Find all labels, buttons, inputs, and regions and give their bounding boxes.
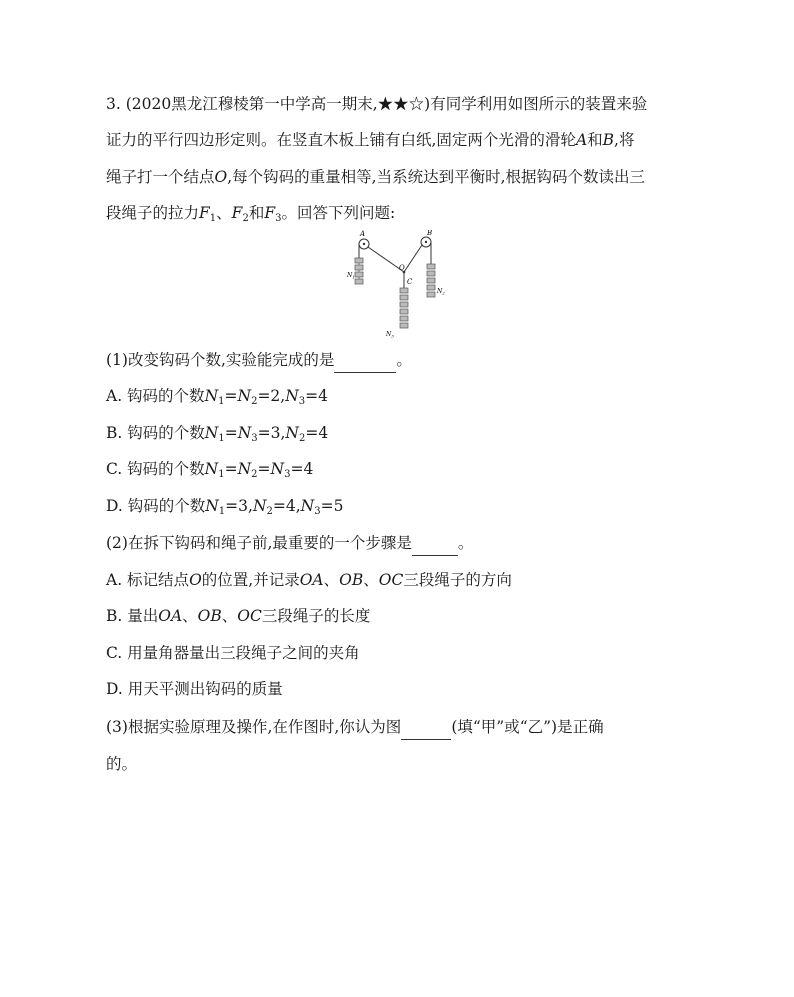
- label-a: A: [360, 230, 366, 238]
- question-line-3: 绳子打一个结点O,每个钩码的重量相等,当系统达到平衡时,根据钩码个数读出三: [106, 168, 646, 186]
- part2-option-c: C. 用量角器量出三段绳子之间的夹角: [106, 644, 360, 662]
- question-line-1: 3. (2020黑龙江穆棱第一中学高一期末,★★☆)有同学利用如图所示的装置来验: [106, 95, 648, 113]
- pulley-apparatus-figure: [340, 230, 450, 342]
- part1-prompt: (1)改变钩码个数,实验能完成的是 。: [106, 350, 412, 373]
- label-n3: $N_3$: [386, 331, 394, 339]
- part2-option-a: A. 标记结点O的位置,并记录OA、OB、OC三段绳子的方向: [106, 571, 512, 589]
- label-n1: $N_1$: [347, 272, 355, 280]
- answer-blank-3[interactable]: [401, 719, 451, 740]
- part1-option-b: B. 钩码的个数$N_1=N_3=3,N_2=4$: [106, 424, 329, 444]
- part1-option-c: C. 钩码的个数$N_1=N_2=N_3=4$: [106, 460, 314, 480]
- question-source: (2020黑龙江穆棱第一中学高一期末,: [125, 95, 378, 113]
- question-line-2: 证力的平行四边形定则。在竖直木板上铺有白纸,固定两个光滑的滑轮A和B,将: [106, 131, 635, 149]
- question-line-4: 段绳子的拉力$F_1$、$F_2$和$F_3$。回答下列问题:: [106, 204, 396, 224]
- rope-ob: [404, 245, 422, 272]
- part2-option-b: B. 量出OA、OB、OC三段绳子的长度: [106, 607, 371, 625]
- label-o: O: [399, 264, 405, 272]
- part1-option-a: A. 钩码的个数$N_1=N_2=2,N_3=4$: [106, 387, 329, 407]
- part3-line-2: 的。: [106, 755, 138, 773]
- part2-prompt: (2)在拆下钩码和绳子前,最重要的一个步骤是 。: [106, 533, 473, 556]
- part3-prompt: (3)根据实验原理及操作,在作图时,你认为图 (填“甲”或“乙”)是正确: [106, 717, 604, 740]
- part1-option-d: D. 钩码的个数$N_1=3,N_2=4,N_3=5$: [106, 497, 344, 517]
- answer-blank-1[interactable]: [334, 352, 396, 373]
- difficulty-stars: ★★☆: [377, 95, 425, 113]
- weights-n3: [400, 288, 408, 328]
- label-b: B: [427, 230, 433, 237]
- part2-option-d: D. 用天平测出钩码的质量: [106, 680, 283, 698]
- label-n2: $N_2$: [437, 288, 445, 296]
- question-number: 3.: [106, 95, 121, 113]
- answer-blank-2[interactable]: [412, 535, 458, 556]
- label-c: C: [407, 278, 413, 286]
- weights-n2: [427, 264, 435, 297]
